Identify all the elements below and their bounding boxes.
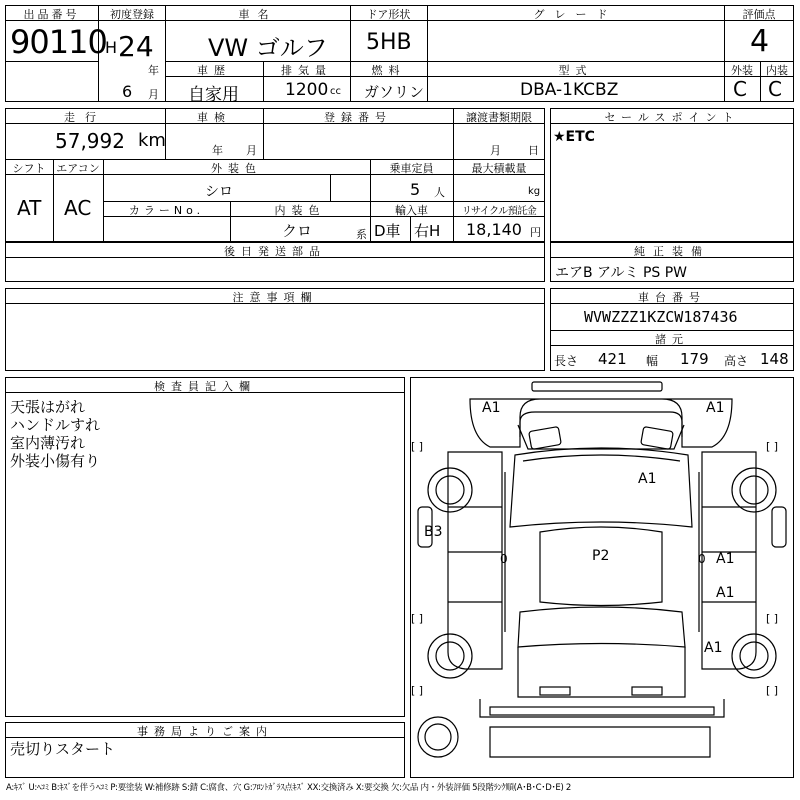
inspector-note-3: 室内薄汚れ bbox=[10, 434, 86, 452]
height-label: 高さ bbox=[724, 354, 749, 368]
ext-color: シロ bbox=[205, 184, 233, 200]
mark-hood: A1 bbox=[638, 471, 657, 487]
mark-left-door: 0 bbox=[500, 552, 508, 566]
genuine: エアB アルミ PS PW bbox=[555, 265, 688, 281]
first-reg-label: 初度登録 bbox=[110, 8, 154, 21]
history: 自家用 bbox=[188, 85, 239, 105]
inspection-label: 車検 bbox=[197, 111, 231, 124]
mark-right-rear-door: A1 bbox=[716, 585, 735, 601]
office-note: 売切りスタート bbox=[10, 740, 116, 758]
inspector-note-1: 天張はがれ bbox=[10, 398, 86, 416]
interior-label: 内装 bbox=[766, 64, 788, 77]
width-label: 幅 bbox=[646, 354, 659, 368]
bracket-left-top: [ ] bbox=[411, 440, 424, 453]
displacement-unit: cc bbox=[330, 86, 341, 97]
bracket-left-mid: [ ] bbox=[411, 612, 424, 625]
insp-month-unit: 月 bbox=[246, 144, 257, 157]
exterior-label: 外装 bbox=[731, 64, 753, 77]
fuel: ガソリン bbox=[364, 83, 425, 101]
recycle: 18,140 bbox=[466, 220, 522, 239]
length: 421 bbox=[598, 350, 627, 368]
mark-right-front-door: A1 bbox=[716, 551, 735, 567]
mark-right-quarter: A1 bbox=[704, 640, 723, 656]
interior-grade: C bbox=[768, 77, 782, 101]
ext-color-label: 外装色 bbox=[211, 162, 262, 175]
height: 148 bbox=[760, 350, 789, 368]
capacity: 5 bbox=[410, 180, 421, 199]
transfer-month-unit: 月 bbox=[490, 144, 501, 157]
length-label: 長さ bbox=[554, 354, 579, 368]
sales-point-label: セールスポイント bbox=[604, 111, 740, 124]
import-label: 輸入車 bbox=[395, 204, 428, 217]
fuel-label: 燃料 bbox=[371, 64, 406, 77]
capacity-label: 乗車定員 bbox=[389, 162, 434, 175]
insp-year-unit: 年 bbox=[212, 144, 223, 157]
bracket-right-top: [ ] bbox=[766, 440, 779, 453]
chassis-label: 車台番号 bbox=[638, 291, 706, 304]
dims-label: 諸元 bbox=[655, 333, 689, 346]
recycle-label: リサイクル預託金 bbox=[461, 206, 537, 217]
reg-month-unit: 月 bbox=[148, 88, 159, 101]
notes-label: 注意事項欄 bbox=[232, 291, 318, 304]
reg-number-label: 登録番号 bbox=[324, 111, 392, 124]
shift: AT bbox=[17, 196, 42, 220]
reg-month: 6 bbox=[122, 82, 133, 101]
inspector-note-4: 外装小傷有り bbox=[10, 452, 101, 470]
inspector-label: 検査員記入欄 bbox=[154, 380, 256, 393]
model-label: 型式 bbox=[558, 64, 593, 77]
model: DBA-1KCBZ bbox=[520, 80, 619, 100]
transfer-label: 譲渡書類期限 bbox=[466, 111, 532, 124]
genuine-label: 純正装備 bbox=[634, 245, 710, 258]
import-d: D車 bbox=[374, 222, 401, 240]
door-label: ドア形状 bbox=[366, 8, 411, 21]
mileage-label: 走行 bbox=[64, 111, 106, 124]
grade-label: グレード bbox=[533, 8, 618, 21]
exterior-grade: C bbox=[733, 77, 747, 101]
mark-right-door: 0 bbox=[698, 552, 706, 566]
car-diagram bbox=[410, 377, 794, 778]
bracket-right-mid: [ ] bbox=[766, 612, 779, 625]
transfer-day-unit: 日 bbox=[528, 144, 539, 157]
score: 4 bbox=[750, 24, 770, 59]
mark-roof: P2 bbox=[592, 548, 610, 564]
bracket-left-bottom: [ ] bbox=[411, 684, 424, 697]
era: H bbox=[105, 38, 118, 57]
damage-legend: A:ｷｽﾞ U:ﾍｺﾐ B:ｷｽﾞを伴うﾍｺﾐ P:要塗装 W:補修跡 S:錆 C:腐食、穴 G:ﾌﾛﾝﾄｶﾞﾗｽ点ｷｽﾞ XX:交換済み X:要交換 欠:欠品 内・外装評価 5段階ﾗﾝｸ順(A･B･C･D･E) 2 bbox=[6, 783, 572, 793]
mark-front-right: A1 bbox=[706, 400, 725, 416]
office-label: 事務局よりご案内 bbox=[137, 725, 273, 738]
mark-left-fender: B3 bbox=[424, 524, 443, 540]
width: 179 bbox=[680, 350, 709, 368]
displacement: 1200 bbox=[285, 80, 329, 100]
lot-number-label: 出品番号 bbox=[23, 8, 80, 21]
capacity-unit: 人 bbox=[434, 186, 445, 199]
shift-label: シフト bbox=[12, 162, 46, 175]
ac-label: エアコン bbox=[56, 162, 100, 175]
history-label: 車歴 bbox=[197, 64, 231, 77]
sales-point: ★ETC bbox=[553, 129, 595, 145]
ac: AC bbox=[64, 196, 92, 220]
reg-year: 24 bbox=[118, 30, 154, 63]
recycle-unit: 円 bbox=[530, 226, 541, 239]
max-load-unit: kg bbox=[528, 186, 541, 197]
mileage-unit: km bbox=[138, 130, 166, 151]
mileage: 57,992 bbox=[55, 129, 125, 153]
door-type: 5HB bbox=[366, 30, 412, 55]
chassis: WVWZZZ1KZCW187436 bbox=[584, 308, 738, 326]
later-parts-label: 後日発送部品 bbox=[224, 245, 326, 258]
reg-year-unit: 年 bbox=[148, 64, 159, 77]
int-color-label: 内装色 bbox=[274, 204, 326, 217]
inspector-note-2: ハンドルすれ bbox=[10, 416, 101, 434]
car-name: VW ゴルフ bbox=[208, 34, 328, 62]
int-color: クロ bbox=[282, 222, 313, 240]
displacement-label: 排気量 bbox=[281, 64, 332, 77]
bracket-right-bottom: [ ] bbox=[766, 684, 779, 697]
max-load-label: 最大積載量 bbox=[471, 162, 527, 175]
score-label: 評価点 bbox=[742, 8, 776, 21]
car-name-label: 車名 bbox=[238, 8, 277, 21]
int-color-suffix: 系 bbox=[356, 228, 367, 241]
color-no-label: カラーNo. bbox=[128, 204, 205, 217]
import-r: 右H bbox=[414, 222, 441, 240]
lot-number: 90110 bbox=[10, 23, 107, 61]
mark-front-left: A1 bbox=[482, 400, 501, 416]
